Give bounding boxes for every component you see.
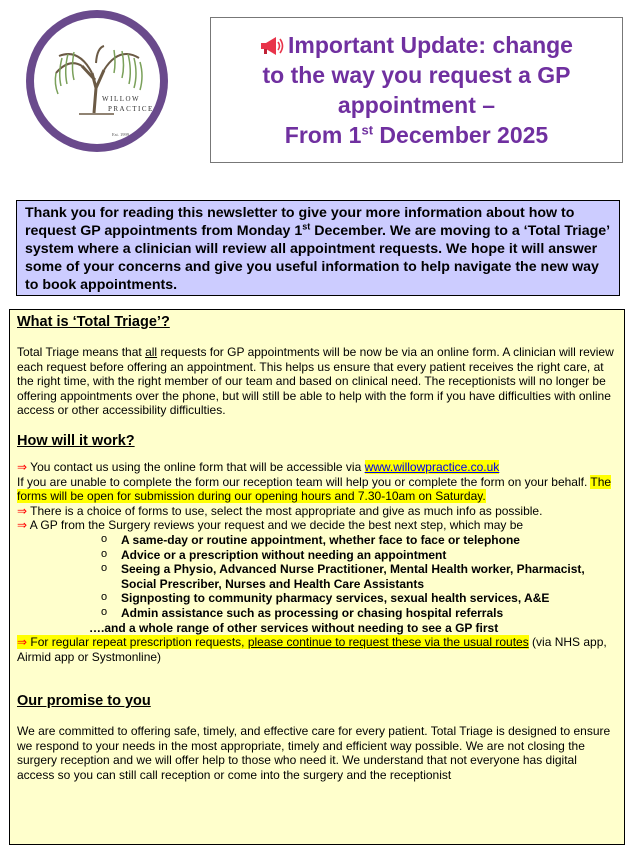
option-3-continued: Social Prescriber, Nurses and Health Care Assistants	[121, 576, 425, 591]
how-line-3-text: There is a choice of forms to use, select the most appropriate and give as much info as possible.	[27, 503, 543, 518]
what-text-all: all	[145, 345, 158, 359]
logo-est: Est. 1999	[112, 132, 130, 137]
title-line-3: appointment –	[337, 92, 496, 118]
whole-range-text: ….and a whole range of other services without needing to see a GP first	[89, 620, 499, 635]
promise-paragraph: We are committed to offering safe, timely, and effective care for every patient. Total Triage is designed to ensure we respond to your needs in the most appropriate, timely and efficient way possible. We are not closing the surgery reception and we will offer help to those who need it. We understand that not everyone has digital access so you can still call reception or come into the surgery and the receptionist	[17, 724, 611, 783]
arrow-icon: ⇒	[17, 518, 28, 533]
what-text-post: requests for GP appointments will be now be via an online form. A clinician will review each request before offering an appointment. This helps us ensure that every patient receives the right care, at the right time, with the right member of our team and based on clinical need. The receptionists will no longer be offering appointments over the phone, but will still be able to help with the form if you have difficulties with online access or other accessibility difficulties.	[17, 345, 614, 418]
list-item: o A same-day or routine appointment, whether face to face or telephone	[101, 533, 617, 548]
how-line-4	[17, 518, 617, 533]
arrow-icon: ⇒	[17, 503, 28, 518]
practice-logo	[26, 10, 168, 152]
how-line-2	[17, 475, 617, 504]
page-title	[227, 30, 607, 150]
how-line-1-text: You contact us using the online form that will be accessible via	[27, 459, 365, 474]
main-content-box	[9, 309, 625, 845]
option-3-text: Seeing a Physio, Advanced Nurse Practitioner, Mental Health worker, Pharmacist,	[121, 562, 585, 577]
how-line-3	[17, 504, 617, 519]
title-line-4-pre: From 1	[284, 122, 362, 148]
opening-hours-highlight: The forms will be open for submission during our opening hours and 7.30-10am on Saturday.	[17, 474, 612, 504]
how-line-5-a: For regular repeat prescription requests,	[27, 635, 248, 650]
intro-text-pre: Thank you for reading this newsletter to give your more information about how to request GP appointments from Monday 1	[25, 205, 575, 239]
how-heading: How will it work?	[17, 432, 135, 449]
list-item: o Signposting to community pharmacy services, sexual health services, A&E	[101, 591, 617, 606]
next-step-options	[17, 533, 617, 621]
list-item: o Advice or a prescription without needing an appointment	[101, 548, 617, 563]
how-line-2-text: If you are unable to complete the form our reception team will help you or complete the form on your behalf.	[17, 474, 591, 489]
title-line-4-post: December 2025	[373, 122, 549, 148]
title-line-2: to the way you request a GP	[262, 62, 571, 88]
arrow-icon: ⇒	[17, 635, 28, 650]
intro-text-post: December. We are moving to a ‘Total Triage’ system where a clinician will review all appointment requests. We hope it will answer some of your concerns and give you useful information to help navigate the new way to book appointments.	[25, 223, 610, 293]
how-line-5-c: (via NHS app, Airmid app or Systmonline)	[17, 635, 607, 664]
willow-tree-icon	[34, 18, 160, 144]
logo-text-willow: WILLOW	[102, 95, 141, 103]
list-item: o Admin assistance such as processing or chasing hospital referrals	[101, 606, 617, 621]
list-item	[101, 562, 617, 591]
title-line-1: Important Update: change	[288, 32, 573, 58]
intro-text-sup: st	[302, 221, 311, 232]
intro-box	[16, 200, 620, 296]
promise-heading: Our promise to you	[17, 693, 151, 710]
website-link[interactable]: www.willowpractice.co.uk	[364, 459, 500, 474]
what-paragraph	[17, 345, 617, 418]
how-line-5-b: please continue to request these via the usual routes	[247, 635, 529, 650]
arrow-icon: ⇒	[17, 459, 28, 474]
how-line-5	[17, 635, 617, 664]
what-text-pre: Total Triage means that	[17, 345, 146, 359]
how-line-1	[17, 460, 617, 475]
what-heading: What is ‘Total Triage’?	[17, 314, 170, 330]
how-line-4-text: A GP from the Surgery reviews your request and we decide the best next step, which may be	[27, 518, 524, 533]
megaphone-icon	[260, 36, 284, 56]
title-box	[210, 17, 623, 163]
title-line-4-sup: st	[361, 122, 374, 138]
logo-text-practice: PRACTICE	[108, 105, 154, 113]
